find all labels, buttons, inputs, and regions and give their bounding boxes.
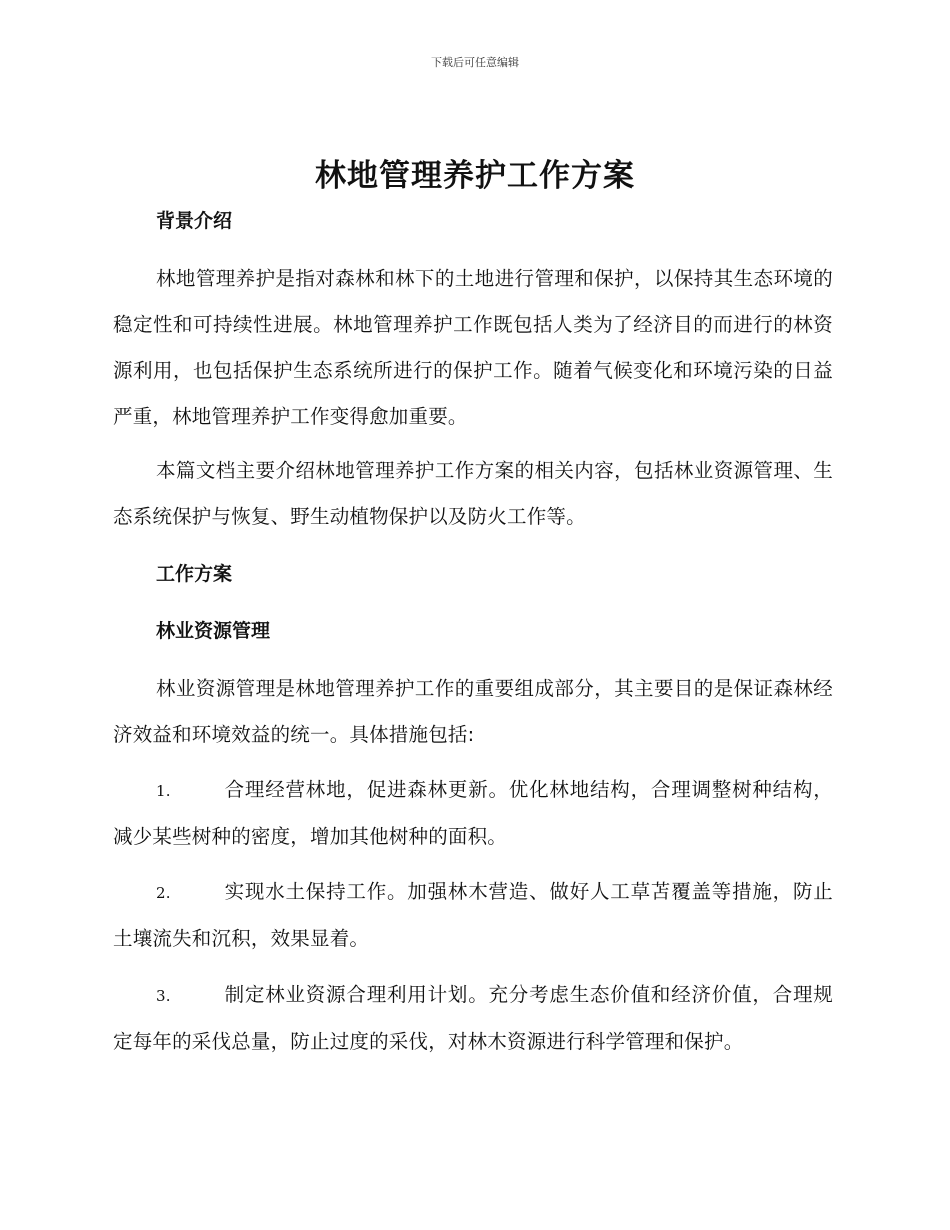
list-item — [113, 869, 833, 962]
list-item — [113, 767, 833, 860]
paragraph-background-2: 本篇文档主要介绍林地管理养护工作方案的相关内容，包括林业资源管理、生态系统保护与恢复、野生动植物保护以及防火工作等。 — [113, 459, 833, 528]
document-title: 林地管理养护工作方案 — [315, 158, 635, 194]
list-number: 1. — [156, 782, 171, 800]
paragraph-forestry-intro: 林业资源管理是林地管理养护工作的重要组成部分，其主要目的是保证森林经济效益和环境效益的统一。具体措施包括: — [113, 677, 833, 746]
list-text: 制定林业资源合理利用计划。充分考虑生态价值和经济价值，合理规定每年的采伐总量，防止过度的采伐，对林木资源进行科学管理和保护。 — [113, 983, 833, 1053]
list-text: 合理经营林地，促进森林更新。优化林地结构，合理调整树种结构，减少某些树种的密度，增加其他树种的面积。 — [113, 778, 833, 848]
header-note: 下载后可任意编辑 — [431, 56, 519, 69]
paragraph-background-1: 林地管理养护是指对森林和林下的土地进行管理和保护，以保持其生态环境的稳定性和可持续性进展。林地管理养护工作既包括人类为了经济目的而进行的林资源利用，也包括保护生态系统所进行的保护工作。随着气候变化和环境污染的日益严重，林地管理养护工作变得愈加重要。 — [113, 267, 833, 428]
list-number: 3. — [156, 987, 171, 1005]
list-item — [113, 972, 833, 1065]
heading-plan: 工作方案 — [156, 563, 233, 585]
list-number: 2. — [156, 884, 171, 902]
heading-background: 背景介绍 — [156, 210, 233, 232]
list-text: 实现水土保持工作。加强林木营造、做好人工草苫覆盖等措施，防止土壤流失和沉积，效果显着。 — [113, 880, 833, 950]
heading-forestry: 林业资源管理 — [156, 620, 271, 642]
